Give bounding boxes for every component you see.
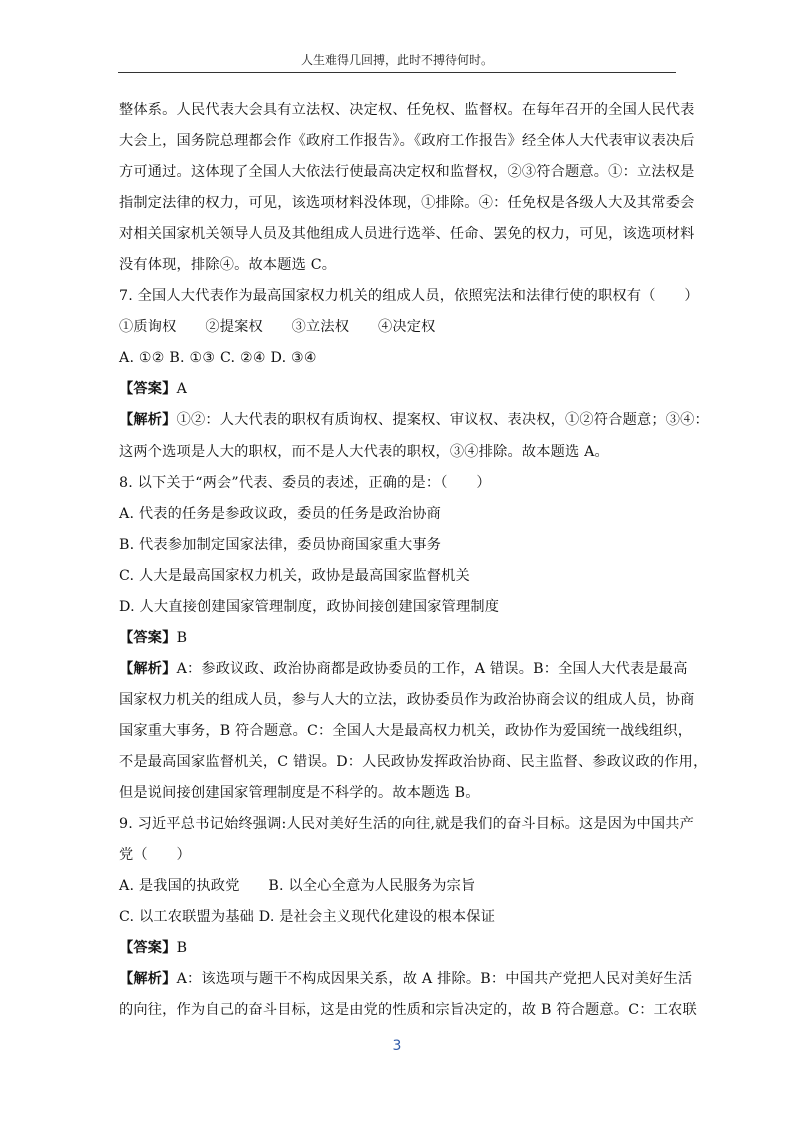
text-line [119, 281, 699, 312]
line-text: 这两个选项是人大的职权，而不是人大代表的职权，③④排除。故本题选 A。 [119, 443, 609, 460]
text-line [119, 157, 695, 188]
text-line [119, 468, 679, 499]
line-text: 没有体现，排除④。故本题选 C。 [119, 257, 337, 274]
text-line [119, 902, 679, 933]
section-tag: 【答案】 [119, 381, 177, 398]
section-tag: 【解析】 [119, 412, 177, 429]
text-line [119, 747, 708, 778]
line-text: 对相关国家机关领导人员及其他组成人员进行选举、任命、罢免的权力，可见，该选项材料 [119, 226, 695, 243]
text-line [119, 405, 709, 436]
line-text: 国家权力机关的组成人员，参与人大的立法，政协委员作为政治协商会议的组成人员，协商 [119, 691, 695, 708]
text-line [119, 592, 679, 623]
text-line [119, 250, 679, 281]
line-text: 的向往，作为自己的奋斗目标，这是由党的性质和宗旨决定的，故 B 符合题意。C：工农联 [119, 1002, 697, 1019]
line-text: A：参政议政、政治协商都是政协委员的工作，A 错误。B：全国人大代表是最高 [176, 660, 688, 677]
line-text: B. 代表参加制定国家法律，委员协商国家重大事务 [119, 536, 442, 553]
text-line [119, 499, 679, 530]
text-line [119, 964, 693, 995]
line-text: 大会上，国务院总理都会作《政府工作报告》。《政府工作报告》经全体人大代表审议表决后 [119, 133, 695, 150]
line-text: 国家重大事务，B 符合题意。C：全国人大是最高权力机关，政协作为爱国统一战线组织， [119, 722, 693, 739]
text-line [119, 871, 679, 902]
text-line [119, 778, 679, 809]
document-body [119, 95, 709, 1026]
line-text: ①②：人大代表的职权有质询权、提案权、审议权、表决权，①②符合题意；③④： [176, 412, 709, 429]
text-line [119, 343, 679, 374]
line-text: C. 人大是最高国家权力机关，政协是最高国家监督机关 [119, 567, 470, 584]
line-text: C. 以工农联盟为基础 D. 是社会主义现代化建设的根本保证 [119, 909, 496, 926]
page-header-motto: 人生难得几回搏，此时不搏待何时。 [300, 53, 493, 67]
text-line [119, 995, 697, 1026]
text-line [119, 654, 688, 685]
text-line [119, 933, 679, 964]
line-text: 方可通过。这体现了全国人大依法行使最高决定权和监督权，②③符合题意。①：立法权是 [119, 164, 695, 181]
line-text: 指制定法律的权力，可见，该选项材料没体现，①排除。④：任免权是各级人大及其常委会 [119, 195, 695, 212]
line-text: A [176, 381, 188, 398]
text-line [119, 126, 695, 157]
line-text: D. 人大直接创建国家管理制度，政协间接创建国家管理制度 [119, 598, 500, 615]
line-text: 9. 习近平总书记始终强调:人民对美好生活的向往,就是我们的奋斗目标。这是因为中国共产 [119, 816, 695, 833]
line-text: 但是说间接创建国家管理制度是不科学的。故本题选 B。 [119, 785, 480, 802]
section-tag: 【答案】 [119, 940, 177, 957]
line-text: 不是最高国家监督机关，C 错误。D：人民政协发挥政治协商、民主监督、参政议政的作用， [119, 753, 708, 770]
line-text: 整体系。人民代表大会具有立法权、决定权、任免权、监督权。在每年召开的全国人民代表 [119, 102, 695, 118]
text-line [119, 188, 695, 219]
line-text: 8. 以下关于“两会”代表、委员的表述，正确的是：（ ） [119, 474, 491, 491]
line-text: B [176, 629, 188, 646]
text-line [119, 530, 679, 561]
text-line [119, 312, 679, 343]
line-text: 7. 全国人大代表作为最高国家权力机关的组成人员，依照宪法和法律行使的职权有（ ） [119, 288, 699, 305]
line-text: A. 代表的任务是参政议政，委员的任务是政治协商 [119, 505, 442, 522]
header-divider [118, 72, 676, 73]
section-tag: 【解析】 [119, 971, 177, 988]
text-line [119, 95, 695, 126]
line-text: 党（ ） [119, 847, 191, 864]
text-line [119, 374, 679, 405]
text-line [119, 437, 679, 468]
section-tag: 【解析】 [119, 660, 177, 677]
text-line [119, 219, 695, 250]
line-text: ①质询权 ②提案权 ③立法权 ④决定权 [119, 319, 436, 336]
line-text: A. ①② B. ①③ C. ②④ D. ③④ [119, 350, 317, 367]
text-line [119, 840, 679, 871]
text-line [119, 809, 695, 840]
text-line [119, 561, 679, 592]
line-text: A：该选项与题干不构成因果关系，故 A 排除。B：中国共产党把人民对美好生活 [176, 971, 693, 988]
text-line [119, 716, 693, 747]
line-text: B [176, 940, 188, 957]
text-line [119, 685, 695, 716]
section-tag: 【答案】 [119, 629, 177, 646]
line-text: A. 是我国的执政党 B. 以全心全意为人民服务为宗旨 [119, 878, 476, 895]
text-line [119, 623, 679, 654]
page-number: 3 [392, 1038, 402, 1054]
